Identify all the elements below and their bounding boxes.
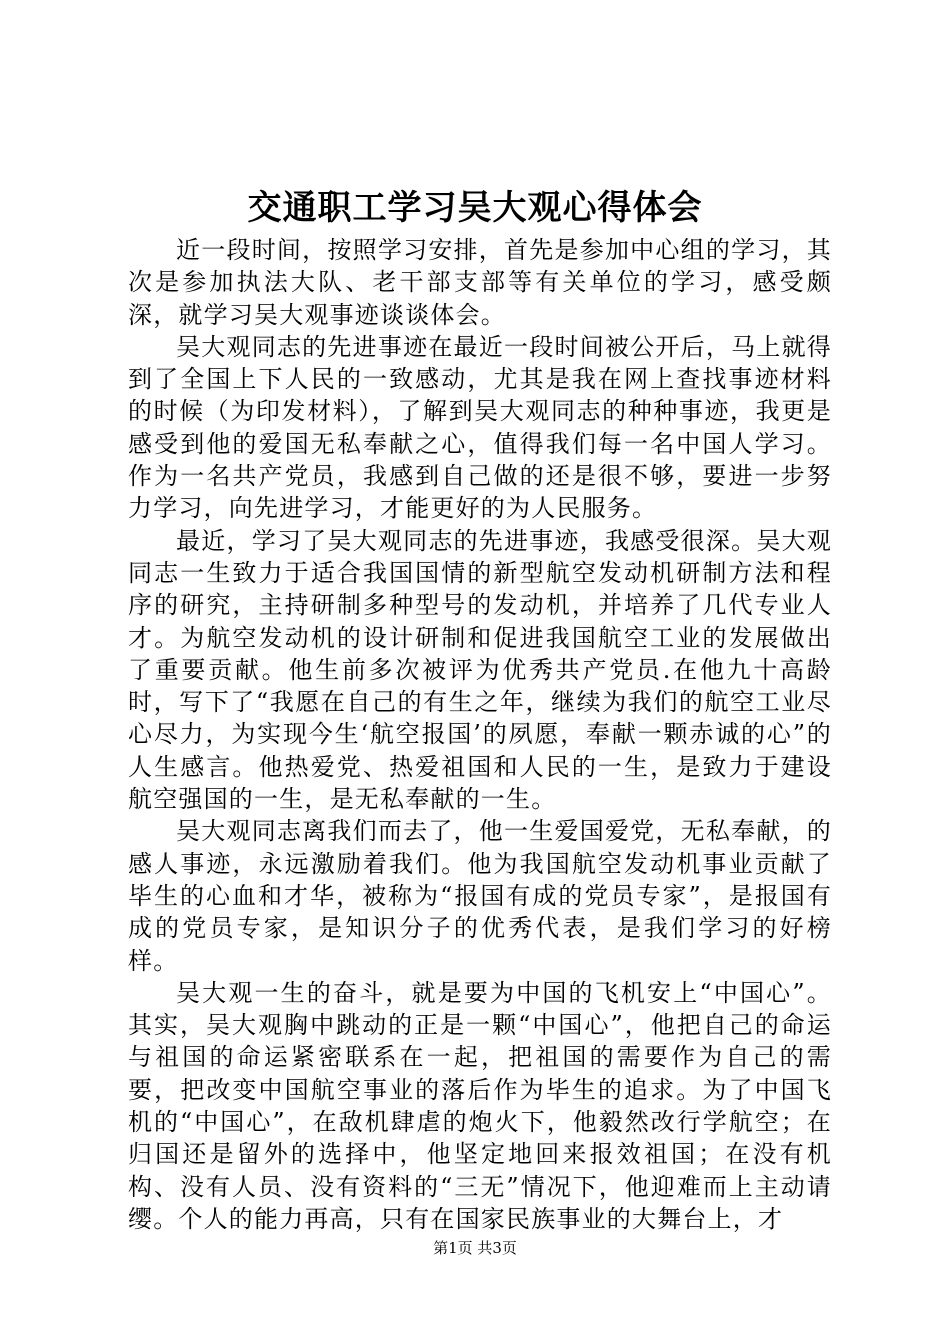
paragraph: 吴大观一生的奋斗，就是要为中国的飞机安上“中国心”。其实，吴大观胸中跳动的正是一颗“中国心”，他把自己的命运与祖国的命运紧密联系在一起，把祖国的需要作为自己的需要，把改变中国航空事业的落后作为毕生的追求。为了中国飞机的“中国心”，在敌机肆虐的炮火下，他毅然改行学航空；在归国还是留外的选择中，他坚定地回来报效祖国；在没有机构、没有人员、没有资料的“三无”情况下，他迎难而上主动请缨。个人的能力再高，只有在国家民族事业的大舞台上，才 (128, 978, 832, 1233)
paragraph: 吴大观同志离我们而去了，他一生爱国爱党，无私奉献，的感人事迹，永远激励着我们。他为我国航空发动机事业贡献了毕生的心血和才华，被称为“报国有成的党员专家”，是报国有成的党员专家，是知识分子的优秀代表，是我们学习的好榜样。 (128, 817, 832, 975)
paragraph: 近一段时间，按照学习安排，首先是参加中心组的学习，其次是参加执法大队、老干部支部等有关单位的学习，感受颇深，就学习吴大观事迹谈谈体会。 (128, 236, 832, 329)
page-footer: 第1页 共3页 (433, 1239, 517, 1257)
document-title: 交通职工学习吴大观心得体会 (247, 188, 703, 228)
paragraph: 吴大观同志的先进事迹在最近一段时间被公开后，马上就得到了全国上下人民的一致感动，尤其是我在网上查找事迹材料的时候（为印发材料），了解到吴大观同志的种种事迹，我更是感受到他的爱国无私奉献之心，值得我们每一名中国人学习。作为一名共产党员，我感到自己做的还是很不够，要进一步努力学习，向先进学习，才能更好的为人民服务。 (128, 332, 832, 523)
paragraph: 最近，学习了吴大观同志的先进事迹，我感受很深。吴大观同志一生致力于适合我国国情的新型航空发动机研制方法和程序的研究，主持研制多种型号的发动机，并培养了几代专业人才。为航空发动机的设计研制和促进我国航空工业的发展做出了重要贡献。他生前多次被评为优秀共产党员.在他九十高龄时，写下了“我愿在自己的有生之年，继续为我们的航空工业尽心尽力，为实现今生‘航空报国’的夙愿，奉献一颗赤诚的心”的人生感言。他热爱党、热爱祖国和人民的一生，是致力于建设航空强国的一生，是无私奉献的一生。 (128, 526, 832, 814)
document-body (128, 234, 832, 1235)
